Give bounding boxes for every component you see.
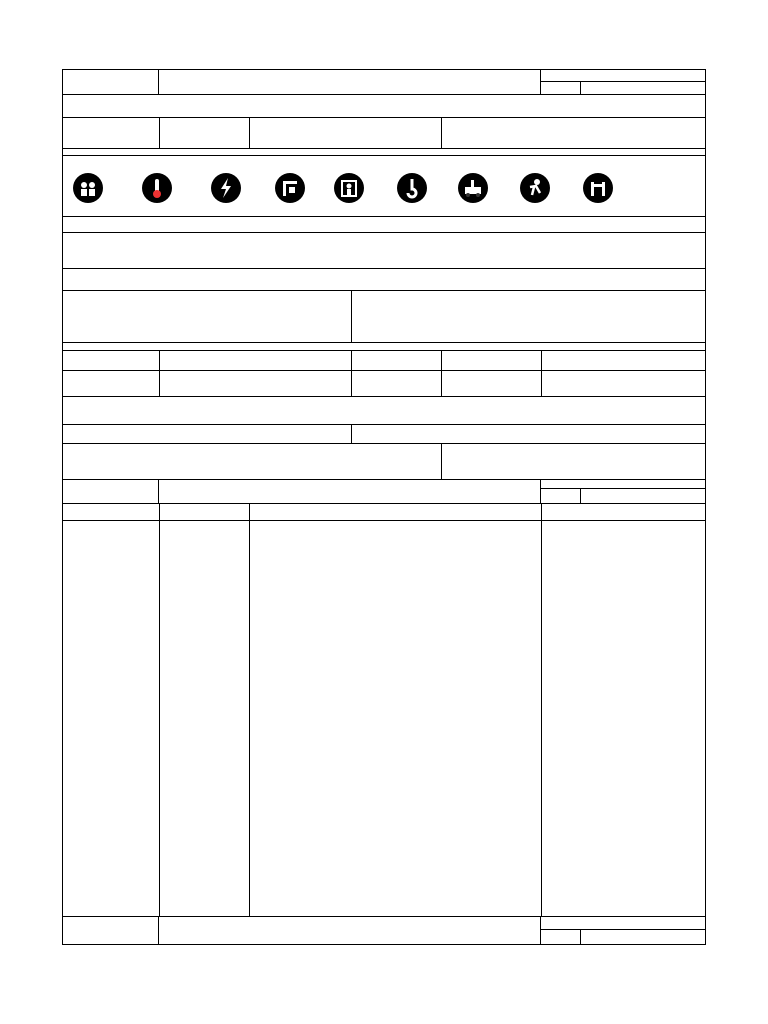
executor-phone[interactable] [541,370,705,396]
requester-role[interactable] [351,350,441,370]
situation-row [63,94,705,117]
collective-label[interactable] [351,290,705,342]
fall-icon [520,173,550,203]
people-icon [73,173,103,203]
executor-name[interactable] [159,370,351,396]
approval-section [63,443,705,479]
thermometer-icon [142,173,172,203]
logo-placeholder [63,479,159,503]
table-col-divider [541,520,542,916]
logo-cell [63,70,159,94]
footer-program-label [580,929,705,944]
program-item-label [580,81,705,94]
observations-label[interactable] [63,396,705,424]
table-col-divider [159,520,160,916]
risks-others[interactable] [63,216,705,232]
structure-icon [275,173,305,203]
equipment-label[interactable] [249,117,441,148]
col-recs [249,503,541,520]
icon-bg [73,173,103,203]
approval-date-cell[interactable] [441,443,541,479]
ambulance-location-label[interactable] [351,424,705,443]
safety-recs-label[interactable] [63,268,705,290]
page2-program-label [580,488,705,503]
hook-icon [397,173,427,203]
resources-section [63,232,705,268]
barrier-icon [583,173,613,203]
table-col-divider [249,520,250,916]
requester-phone[interactable] [541,350,705,370]
workplace-label[interactable] [159,117,249,148]
requester-re[interactable] [441,350,541,370]
confined-space-icon [334,173,364,203]
responsible-label [63,342,705,345]
risks-divider [63,155,705,156]
electric-icon [211,173,241,203]
machine-icon [458,173,488,203]
activity-description-label[interactable] [441,117,705,148]
executor-re[interactable] [441,370,541,396]
footer-logo-placeholder [63,916,159,944]
col-responsible [541,503,705,520]
col-risks [159,503,249,520]
requester-name[interactable] [159,350,351,370]
executor-role[interactable] [351,370,441,396]
